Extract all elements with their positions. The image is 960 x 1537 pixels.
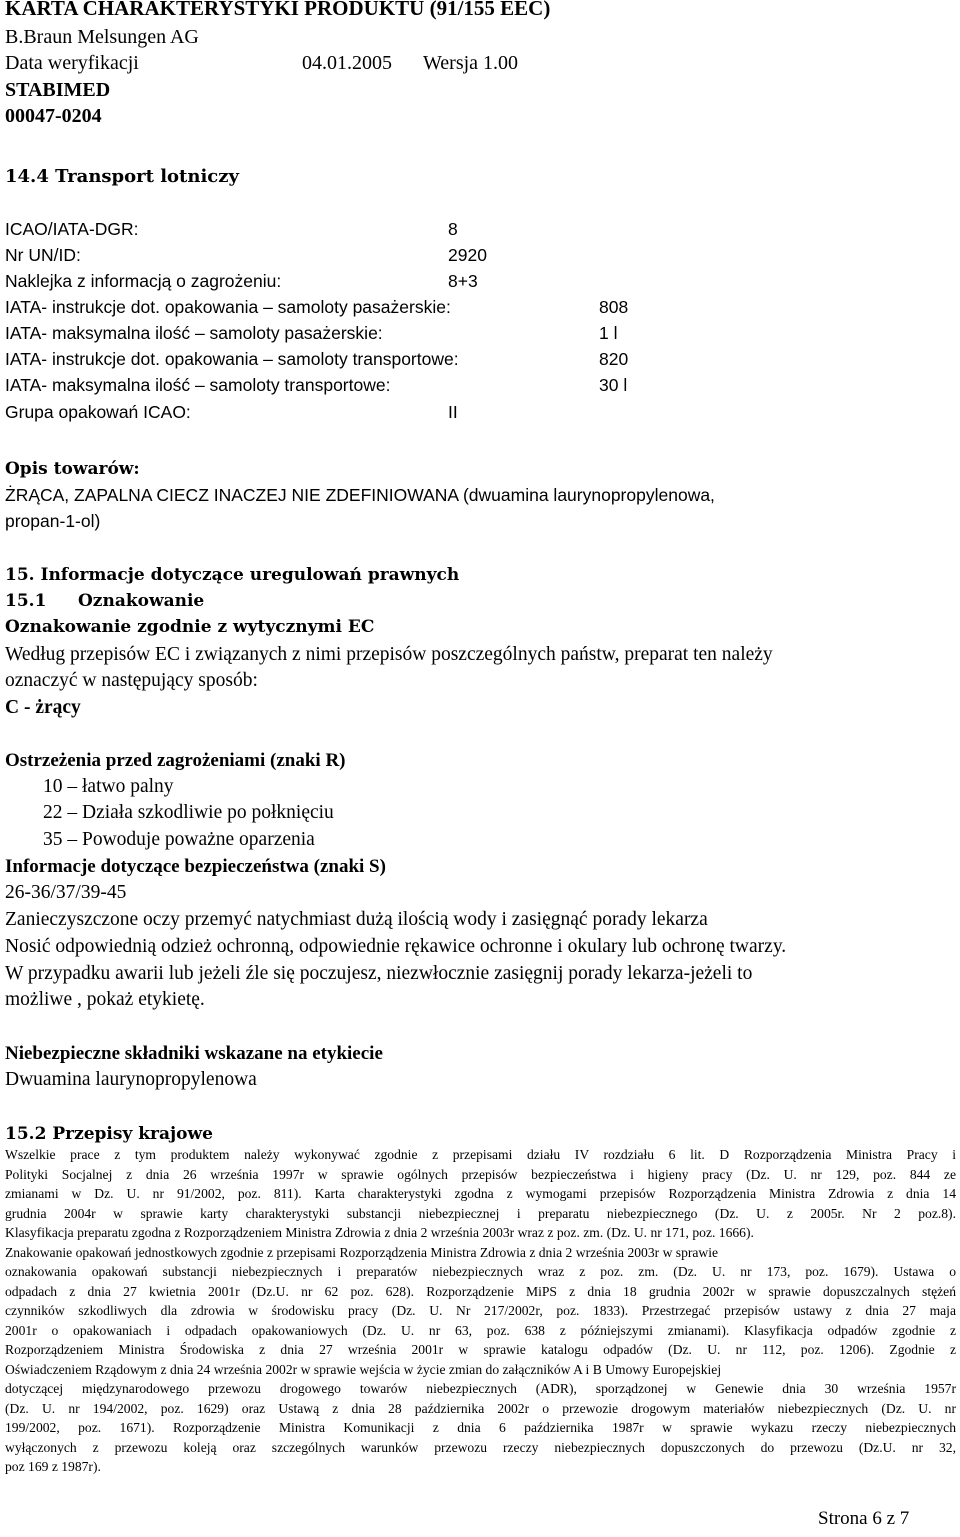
product-code: 00047-0204 xyxy=(5,105,102,127)
ec-labelling-text: oznaczyć w następujący sposób: xyxy=(5,670,258,691)
goods-description-line: ŻRĄCA, ZAPALNA CIECZ INACZEJ NIE ZDEFINIOWANA (dwuamina laurynopropylenowa, xyxy=(5,485,715,505)
row-label: Grupa opakowań ICAO: xyxy=(5,402,191,422)
r-phrase xyxy=(43,800,334,826)
row-value: II xyxy=(448,402,458,422)
row-label: IATA- instrukcje dot. opakowania – samoloty transportowe: xyxy=(5,349,459,369)
row-label: IATA- maksymalna ilość – samoloty transportowe: xyxy=(5,375,391,395)
row-label: Nr UN/ID: xyxy=(5,245,81,265)
row-value: 808 xyxy=(599,297,629,317)
r-phrase-code: 35 xyxy=(43,829,63,850)
verification-date: 04.01.2005 xyxy=(302,52,392,74)
section-heading-air-transport: 14.4 Transport lotniczy xyxy=(5,166,239,187)
text-line: poz 169 z 1987r). xyxy=(5,1459,101,1474)
text-line: 199/2002, poz. 1671). Rozporządzenie Ministra Komunikacji z dnia 6 października 1987r w sprawie wykazu rzeczy niebezpiecznych xyxy=(5,1420,956,1435)
text-line: Rozporządzeniem Ministra Środowiska z dnia 27 września 2001r w sprawie katalogu odpadów (Dz. U. nr 112, poz. 1206). Zgodnie z xyxy=(5,1342,956,1357)
row-value: 2920 xyxy=(448,245,487,265)
hazardous-ingredient: Dwuamina laurynopropylenowa xyxy=(5,1069,257,1090)
text-line: Polityki Socjalnej z dnia 26 września 1997r w sprawie ogólnych przepisów bezpieczeństwa i higieny pracy (Dz. U. nr 129, poz. 844 ze xyxy=(5,1166,956,1182)
s-phrase-text: W przypadku awarii lub jeżeli źle się poczujesz, niezwłocznie zasięgnij porady lekarza-jeżeli to xyxy=(5,963,753,984)
row-value: 30 l xyxy=(599,375,628,395)
row-label: IATA- maksymalna ilość – samoloty pasażerskie: xyxy=(5,323,383,343)
r-phrase xyxy=(43,827,315,853)
ec-labelling-heading: Oznakowanie zgodnie z wytycznymi EC xyxy=(5,617,375,637)
subsection-number: 15.1 xyxy=(5,591,47,611)
hazard-symbol: C - żrący xyxy=(5,697,81,718)
r-phrase xyxy=(43,774,174,800)
r-phrase-code: 10 xyxy=(43,776,63,797)
s-phrase-text: Nosić odpowiednią odzież ochronną, odpowiednie rękawice ochronne i okulary lub ochronę twarzy. xyxy=(5,936,787,957)
goods-description-label: Opis towarów: xyxy=(5,459,140,479)
row-label: IATA- instrukcje dot. opakowania – samoloty pasażerskie: xyxy=(5,297,451,317)
national-regulations-heading: 15.2 Przepisy krajowe xyxy=(5,1124,213,1144)
row-value: 8 xyxy=(448,219,458,239)
text-line: wyłączonych z przewozu koleją oraz szczególnych warunków przewozu rzeczy niebezpiecznych dopuszczonych do przewozu (Dz.U. nr 32, xyxy=(5,1439,956,1455)
version-label: Wersja 1.00 xyxy=(423,52,519,74)
text-line: Oświadczeniem Rządowym z dnia 24 września 2002r w sprawie wejścia w życie zmian do załączników A i B Umowy Europejskiej xyxy=(5,1361,722,1377)
goods-description-line: propan-1-ol) xyxy=(5,511,101,531)
verification-label: Data weryfikacji xyxy=(5,52,139,74)
r-phrase-text: Powoduje poważne oparzenia xyxy=(82,829,315,850)
product-name: STABIMED xyxy=(5,79,111,101)
s-phrases-heading: Informacje dotyczące bezpieczeństwa (znaki S) xyxy=(5,856,386,877)
r-phrase-code: 22 xyxy=(43,802,63,823)
s-phrase-text: możliwe , pokaż etykietę. xyxy=(5,989,205,1010)
text-line: Znakowanie opakowań jednostkowych zgodnie z przepisami Rozporządzenia Ministra Zdrowia z dnia 2 września 2003r w sprawie xyxy=(5,1244,719,1260)
s-phrase-codes: 26-36/37/39-45 xyxy=(5,882,127,903)
row-label: Naklejka z informacją o zagrożeniu: xyxy=(5,271,282,291)
s-phrase-text: Zanieczyszczone oczy przemyć natychmiast dużą ilością wody i zasięgnąć porady lekarza xyxy=(5,909,708,930)
r-phrase-text: łatwo palny xyxy=(82,776,174,797)
text-line: odpadach z dnia 27 kwietnia 2001r (Dz.U. nr 62 poz. 628). Rozporządzenie MiPS z dnia 18 grudnia 2002r w sprawie dopuszczalnych stężeń xyxy=(5,1283,956,1299)
ec-labelling-text: Według przepisów EC i związanych z nimi przepisów poszczególnych państw, preparat ten należy xyxy=(5,644,773,665)
dash-separator: – xyxy=(67,829,78,850)
section-heading-regulatory: 15. Informacje dotyczące uregulowań prawnych xyxy=(5,565,460,585)
text-line: Wszelkie prace z tym produktem należy wykonywać zgodnie z przepisami działu IV rozdziału 6 lit. D Rozporządzenia Ministra Pracy i xyxy=(5,1147,956,1162)
text-line: grudnia 2004r w sprawie karty charakterystyki substancji niebezpiecznej i preparatu niebezpiecznego (Dz. U. z 2005r. Nr 2 poz.8). xyxy=(5,1205,956,1221)
company-name: B.Braun Melsungen AG xyxy=(5,26,199,48)
row-value: 8+3 xyxy=(448,271,478,291)
text-line: czynników szkodliwych dla zdrowia w środowisku pracy (Dz. U. Nr 217/2002r, poz. 1833). Przestrzegać przepisów ustawy z dnia 27 maja xyxy=(5,1303,956,1318)
subsection-title: Oznakowanie xyxy=(78,591,205,611)
dash-separator: – xyxy=(67,802,78,823)
text-line: Klasyfikacja preparatu zgodna z Rozporządzeniem Ministra Zdrowia z dnia 2 września 2003r wraz z poz. zm. (Dz. U. nr 171, poz. 1666). xyxy=(5,1225,754,1240)
text-line: zmianami w Dz. U. nr 91/2002, poz. 811). Karta charakterystyki zgodna z wymogami przepisów Rozporządzenia Ministra Zdrowia z dnia 14 xyxy=(5,1186,956,1201)
text-line: dotyczącej międzynarodowego przewozu drogowego towarów niebezpiecznych (ADR), sporządzonej w Genewie dnia 30 września 1957r xyxy=(5,1381,956,1396)
row-value: 820 xyxy=(599,349,629,369)
r-phrase-text: Działa szkodliwie po połknięciu xyxy=(82,802,334,823)
national-regulations-text xyxy=(5,1145,956,1477)
document-title: KARTA CHARAKTERYSTYKI PRODUKTU (91/155 EEC) xyxy=(5,0,551,20)
row-label: ICAO/IATA-DGR: xyxy=(5,219,139,239)
hazardous-ingredients-heading: Niebezpieczne składniki wskazane na etykiecie xyxy=(5,1043,383,1064)
text-line: (Dz. U. nr 194/2002, poz. 1629) oraz Ustawą z dnia 28 października 2002r o przewozie drogowym materiałów niebezpiecznych (Dz. U. nr xyxy=(5,1400,956,1416)
text-line: oznakowania opakowań substancji niebezpiecznych i preparatów niebezpiecznych wraz z poz. zm. (Dz. U. nr 173, poz. 1679). Ustawa o xyxy=(5,1264,956,1279)
dash-separator: – xyxy=(67,776,78,797)
row-value: 1 l xyxy=(599,323,618,343)
text-line: 2001r o opakowaniach i odpadach opakowaniowych (Dz. U. nr 63, poz. 638 z późniejszymi zmianami). Klasyfikacja odpadów zgodnie z xyxy=(5,1322,956,1338)
r-phrases-heading: Ostrzeżenia przed zagrożeniami (znaki R) xyxy=(5,750,346,771)
page-number: Strona 6 z 7 xyxy=(818,1508,910,1529)
